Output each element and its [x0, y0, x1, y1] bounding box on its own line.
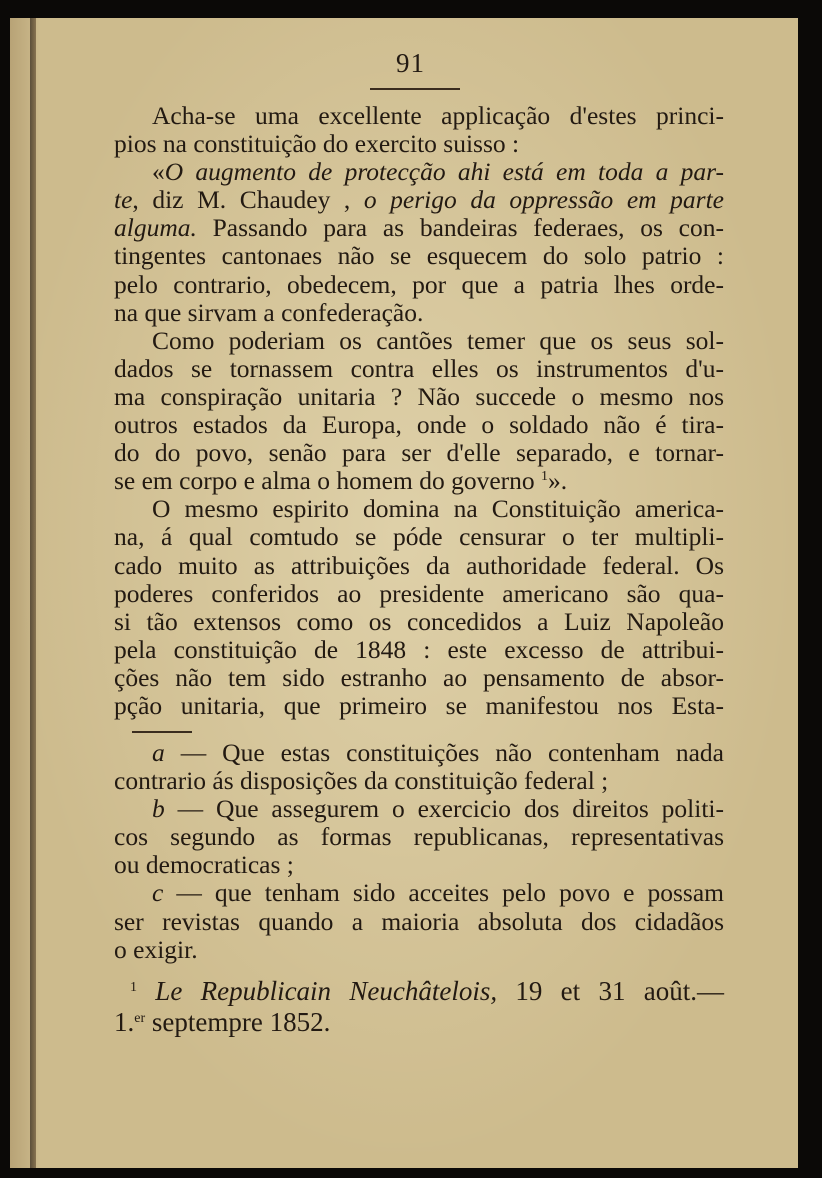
text-run: do do povo, senão para ser d'elle separado, e tornar- [114, 438, 724, 468]
body-line [114, 692, 724, 720]
body-line [114, 411, 724, 439]
text-run: ma conspiração unitaria ? Não succede o mesmo nos [114, 381, 724, 411]
body-line [114, 102, 724, 130]
notes-separator-rule [132, 731, 192, 733]
text-run: cado muito as attribuições da authoridade federal. Os [114, 550, 724, 580]
note-line [114, 767, 724, 795]
body-line [114, 299, 724, 327]
text-run: Passando para as bandeiras federaes, os con- [196, 213, 724, 243]
text-run: poderes conferidos ao presidente americano são qua- [114, 578, 724, 608]
body-line [114, 242, 724, 270]
body-line [114, 495, 724, 523]
text-run: Acha-se uma excellente applicação d'estes princi- [152, 101, 724, 130]
text-run: — que tenham sido acceites pelo povo e possam [163, 878, 724, 908]
book-page [10, 18, 798, 1168]
note-line [114, 739, 724, 767]
body-line [114, 636, 724, 664]
footnote [114, 976, 724, 1038]
text-run: ». [548, 466, 568, 496]
body-line [114, 523, 724, 551]
body-line [114, 158, 724, 186]
note-line [114, 879, 724, 907]
body-line [114, 608, 724, 636]
body-line [114, 271, 724, 299]
body-line [114, 439, 724, 467]
text-run: contrario ás disposições da constituição federal ; [114, 766, 609, 796]
text-run: o exigir. [114, 934, 198, 964]
body-text [114, 102, 724, 720]
footnote-line [114, 1007, 724, 1038]
text-run: pção unitaria, que primeiro se manifestou nos Esta- [114, 690, 724, 720]
text-run: na, á qual comtudo se póde censurar o ter multipli- [114, 522, 724, 552]
text-run [137, 976, 155, 1006]
text-run: outros estados da Europa, onde o soldado não é tira- [114, 410, 724, 440]
text-run: si tão extensos como os concedidos a Luiz Napoleão [114, 606, 724, 636]
body-line [114, 355, 724, 383]
footnote-line [114, 976, 724, 1007]
body-line [114, 467, 724, 495]
body-line [114, 327, 724, 355]
italic-text: Le Republicain Neuchâtelois, [155, 976, 498, 1006]
text-run: ou democraticas ; [114, 850, 294, 880]
text-run: septempre 1852. [145, 1007, 331, 1037]
italic-text: o perigo da oppressão em parte [363, 185, 724, 215]
page-number-rule [370, 88, 460, 90]
italic-text: c [152, 878, 164, 908]
text-run: cos segundo as formas republicanas, representativas [114, 822, 724, 852]
body-line [114, 664, 724, 692]
body-line [114, 186, 724, 214]
binding-gutter [30, 18, 36, 1168]
note-line [114, 851, 724, 879]
page-number: 91 [396, 48, 425, 78]
footnote-marker: 1 [130, 980, 137, 995]
footnote-marker: er [134, 1011, 146, 1026]
text-run: 1. [114, 1007, 135, 1037]
text-run: O mesmo espirito domina na Constituição america- [152, 494, 724, 524]
text-run: Como poderiam os cantões temer que os seus sol- [152, 325, 724, 355]
text-run: ções não tem sido estranho ao pensamento de absor- [114, 662, 724, 692]
constitution-notes [114, 739, 724, 964]
text-run: tingentes cantonaes não se esquecem do solo patrio : [114, 241, 724, 271]
text-run: , diz M. Chaudey , [132, 185, 364, 215]
italic-text: a [152, 738, 165, 767]
text-run: pela constituição de 1848 : este excesso de attribui- [114, 634, 724, 664]
body-line [114, 130, 724, 158]
italic-text: alguma. [114, 213, 197, 243]
body-line [114, 383, 724, 411]
note-line [114, 936, 724, 964]
italic-text: O augmento de protecção ahi está em toda a par- [164, 157, 724, 187]
italic-text: b [152, 794, 165, 824]
text-run: pios na constituição do exercito suisso : [114, 129, 520, 159]
text-run: — Que estas constituições não contenham nada [164, 738, 724, 767]
text-run: — Que assegurem o exercicio dos direitos politi- [164, 794, 724, 824]
text-run: 19 et 31 août.— [497, 976, 724, 1006]
text-run: pelo contrario, obedecem, por que a patria lhes orde- [114, 269, 724, 299]
text-run: dados se tornassem contra elles os instrumentos d'u- [114, 353, 724, 383]
body-line [114, 580, 724, 608]
note-line [114, 908, 724, 936]
text-run: na que sirvam a confederação. [114, 297, 424, 327]
body-line [114, 552, 724, 580]
note-line [114, 823, 724, 851]
text-run: ser revistas quando a maioria absoluta dos cidadãos [114, 906, 724, 936]
footnote-marker: 1 [541, 469, 549, 485]
body-line [114, 214, 724, 242]
text-run: se em corpo e alma o homem do governo [114, 466, 542, 496]
note-line [114, 795, 724, 823]
italic-text: te [114, 185, 133, 215]
text-run: « [152, 157, 165, 187]
